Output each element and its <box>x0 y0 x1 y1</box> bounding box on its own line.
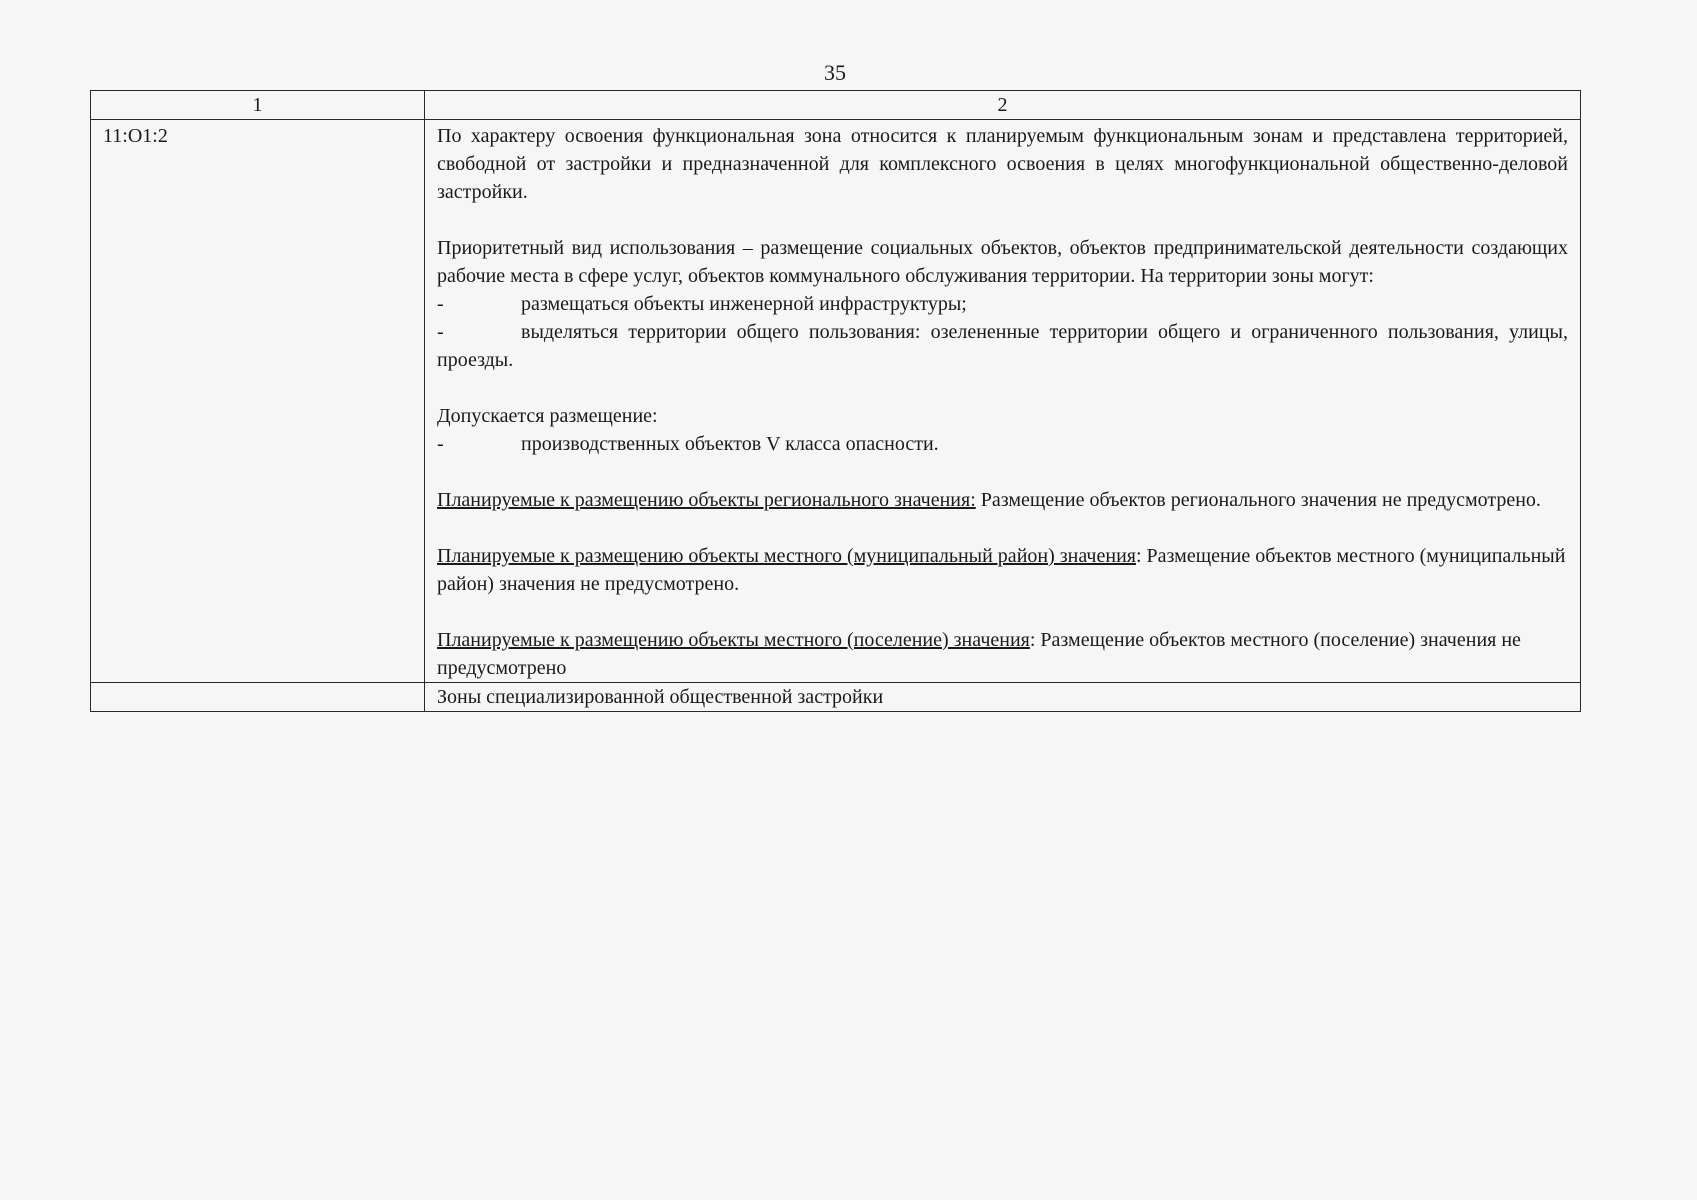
priority-use-paragraph: Приоритетный вид использования – размещение социальных объектов, объектов предпринимательской деятельности создающих рабочие места в сфере услуг, объектов коммунального обслуживания территории. На территории зоны могут: <box>437 237 1568 287</box>
district-objects-paragraph <box>437 542 1568 598</box>
column-header-2: 2 <box>425 91 1581 120</box>
list-dash: - <box>437 321 444 343</box>
district-objects-label: Планируемые к размещению объекты местного (муниципальный район) значения <box>437 545 1136 567</box>
zone-description <box>425 120 1581 683</box>
list-item <box>437 290 1568 318</box>
list-item <box>437 430 1568 458</box>
table-header-row <box>91 91 1581 120</box>
table-row <box>91 683 1581 712</box>
regional-objects-label: Планируемые к размещению объекты регионального значения: <box>437 489 976 511</box>
zone-code <box>91 683 425 712</box>
list-dash: - <box>437 433 444 455</box>
settlement-objects-paragraph <box>437 626 1568 682</box>
development-paragraph: По характеру освоения функциональная зона относится к планируемым функциональным зонам и представлена территорией, свободной от застройки и предназначенной для комплексного освоения в целях многофункциональной общественно-деловой застройки. <box>437 125 1568 203</box>
regional-objects-paragraph <box>437 486 1568 514</box>
list-item-text: размещаться объекты инженерной инфраструктуры; <box>521 293 967 315</box>
column-header-1: 1 <box>91 91 425 120</box>
list-item <box>437 318 1568 374</box>
list-item-text: выделяться территории общего пользования: озелененные территории общего и ограниченного пользования, улицы, проезды. <box>437 321 1568 371</box>
zone-group-title: Зоны специализированной общественной застройки <box>425 683 1581 712</box>
allowed-placement-heading: Допускается размещение: <box>437 405 658 427</box>
zones-table <box>90 90 1581 712</box>
page-number: 35 <box>824 60 846 85</box>
list-item-text: производственных объектов V класса опасности. <box>521 433 939 455</box>
regional-objects-text: Размещение объектов регионального значения не предусмотрено. <box>975 489 1541 511</box>
settlement-objects-label: Планируемые к размещению объекты местного (поселение) значения <box>437 629 1030 651</box>
table-row <box>91 120 1581 683</box>
settlement-objects-text: : Размещение объектов местного (поселение) значения не предусмотрено <box>437 629 1521 679</box>
list-dash: - <box>437 293 444 315</box>
district-objects-text: : Размещение объектов местного (муниципальный район) значения не предусмотрено. <box>437 545 1566 595</box>
zone-code: 11:О1:2 <box>91 120 425 683</box>
